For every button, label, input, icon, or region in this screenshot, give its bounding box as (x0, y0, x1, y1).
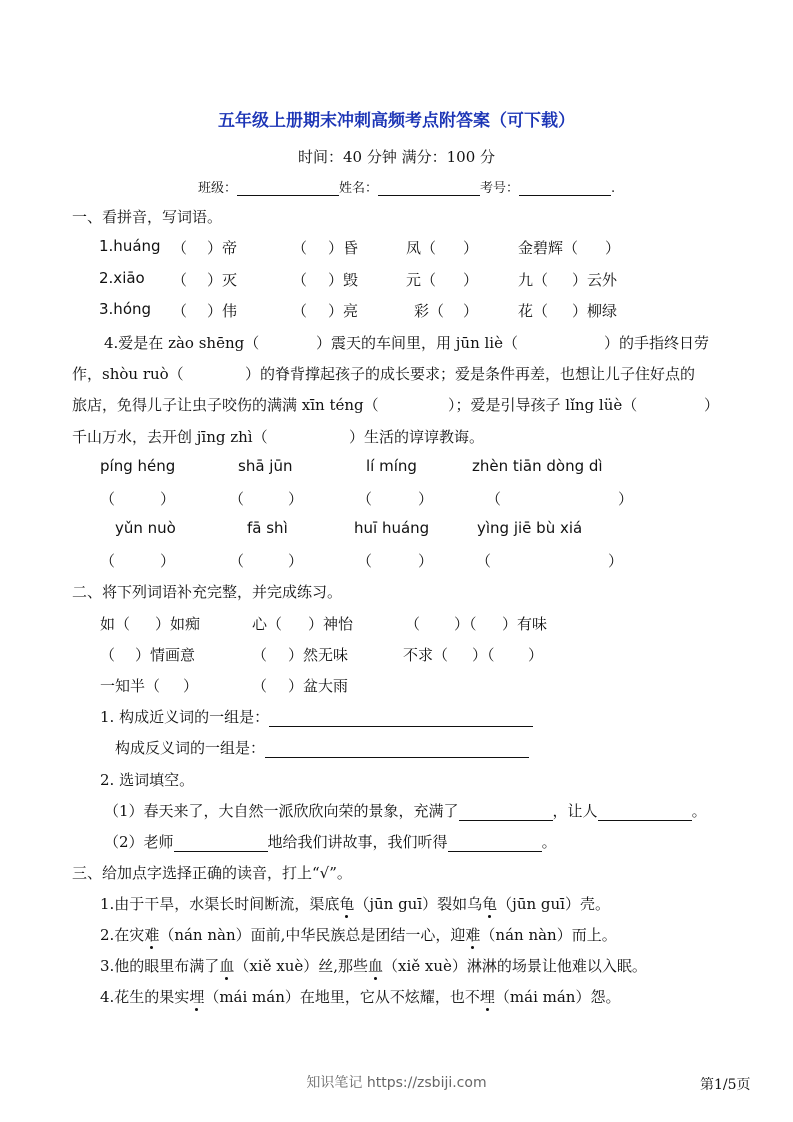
page-number: 第1/5页 (700, 1077, 751, 1093)
time-score-line: 时间：40 分钟 满分：100 分 (297, 148, 496, 166)
fill-2b-field[interactable] (448, 837, 542, 852)
fill-2a-field[interactable] (174, 837, 268, 852)
exam-label: 考号： (480, 181, 520, 196)
name-label: 姓名： (339, 181, 379, 196)
page-title: 五年级上册期末冲刺高频考点附答案（可下载） (218, 111, 575, 131)
pronunciation-question-3: 3.他的眼里布满了血（xiě xuè）丝,那些血（xiě xuè）淋淋的场景让他难以入眠。 (100, 957, 647, 975)
end-mark: . (611, 181, 616, 196)
name-field[interactable] (378, 181, 480, 196)
synonym-answer-field[interactable] (269, 712, 533, 727)
antonym-answer-field[interactable] (265, 743, 529, 758)
fill-word-heading: 2. 选词填空。 (100, 771, 195, 789)
section-3-heading: 三、给加点字选择正确的读音，打上“√”。 (72, 864, 352, 882)
fill-question-1: （1）春天来了，大自然一派欣欣向荣的景象，充满了 ，让人 。 (104, 802, 707, 820)
pronunciation-question-2: 2.在灾难（nán nàn）面前,中华民族总是团结一心，迎难（nán nàn）而上。 (100, 926, 617, 944)
fill-1b-field[interactable] (598, 806, 692, 821)
footer-site: 知识笔记 https://zsbiji.com (306, 1075, 487, 1091)
fill-question-2: （2）老师 地给我们讲故事，我们听得 。 (104, 833, 557, 851)
antonym-question: 构成反义词的一组是： (115, 737, 529, 758)
pronunciation-question-1: 1.由于干旱，水渠长时间断流，渠底龟（jūn guī）裂如乌龟（jūn guī）壳。 (100, 895, 610, 913)
fill-1a-field[interactable] (459, 806, 553, 821)
class-field[interactable] (237, 181, 339, 196)
section-1-heading: 一、看拼音，写词语。 (72, 208, 223, 226)
section-2-heading: 二、将下列词语补充完整，并完成练习。 (72, 583, 343, 601)
class-label: 班级： (198, 181, 238, 196)
pronunciation-question-4: 4.花生的果实埋（mái mán）在地里，它从不炫耀，也不埋（mái mán）怨。 (100, 988, 621, 1006)
synonym-question: 1. 构成近义词的一组是： (100, 706, 533, 727)
exam-field[interactable] (519, 181, 611, 196)
student-info-line (198, 177, 615, 196)
